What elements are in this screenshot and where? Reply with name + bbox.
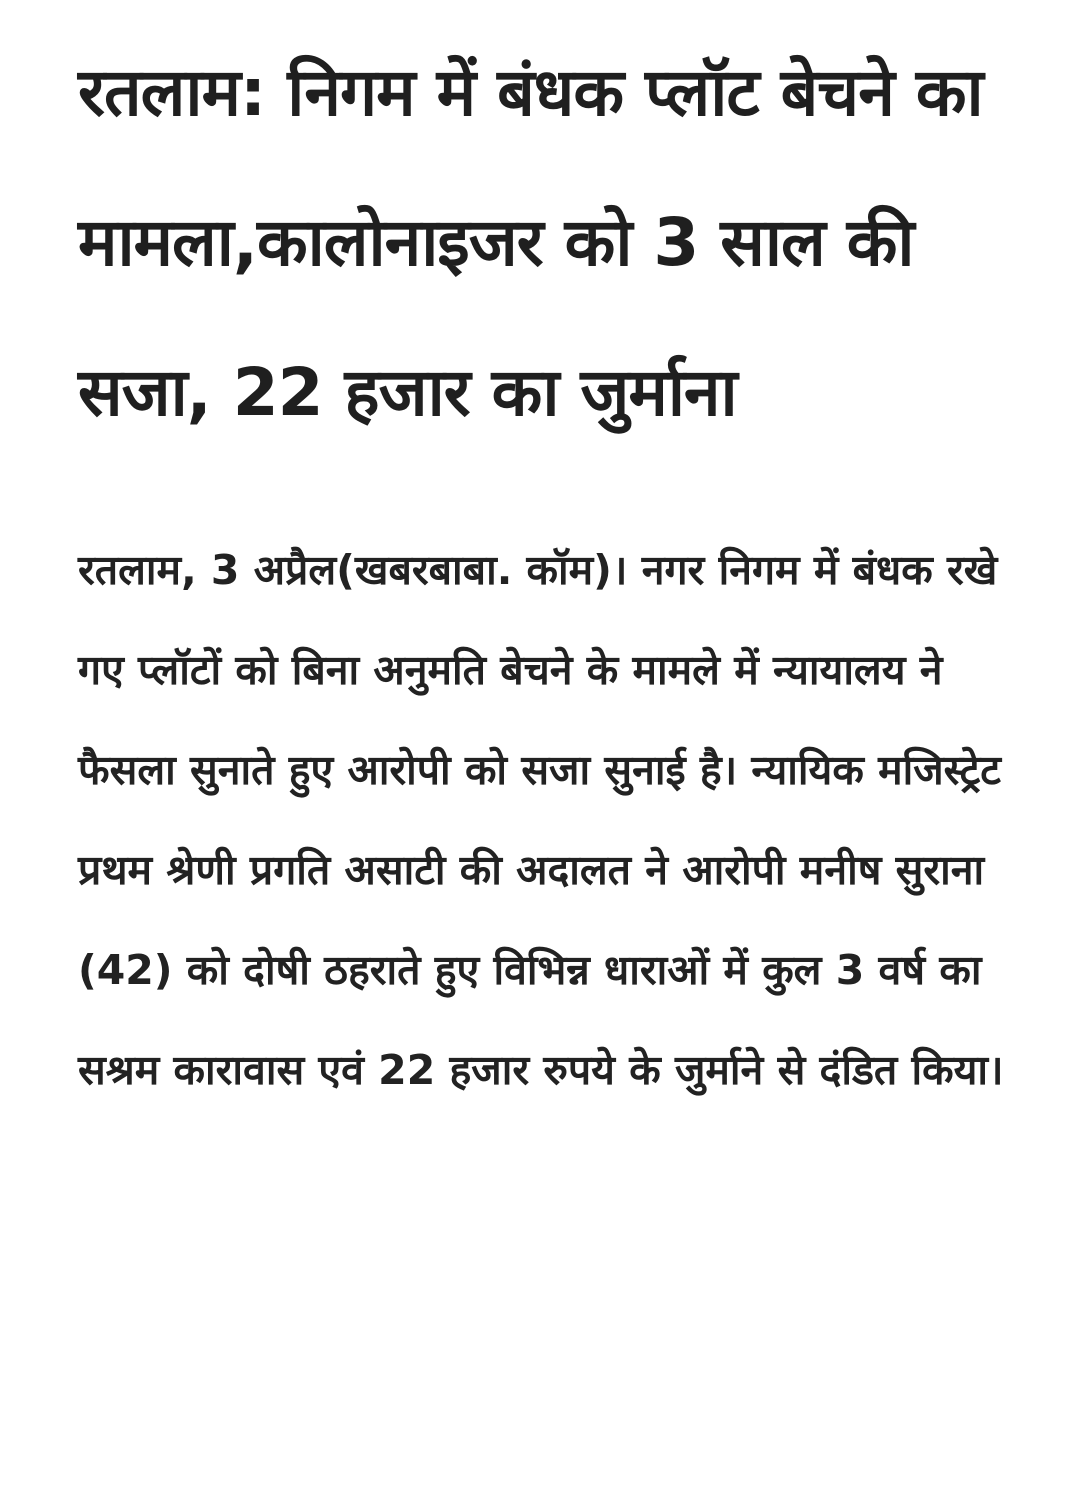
article-headline: रतलाम: निगम में बंधक प्लॉट बेचने का मामला,कालोनाइजर को 3 साल की सजा, 22 हजार का जुर्माना <box>78 54 983 431</box>
article-body: रतलाम, 3 अप्रैल(खबरबाबा. कॉम)। नगर निगम में बंधक रखे गए प्लॉटों को बिना अनुमति बेचने के मामले में न्यायालय ने फैसला सुनाते हुए आरोपी को सजा सुनाई है। न्यायिक मजिस्ट्रेट प्रथम श्रेणी प्रगति असाटी की अदालत ने आरोपी मनीष सुराना (42) को दोषी ठहराते हुए विभिन्न धाराओं में कुल 3 वर्ष का सश्रम कारावास एवं 22 हजार रुपये के जुर्माने से दंडित किया। <box>78 546 1004 1094</box>
